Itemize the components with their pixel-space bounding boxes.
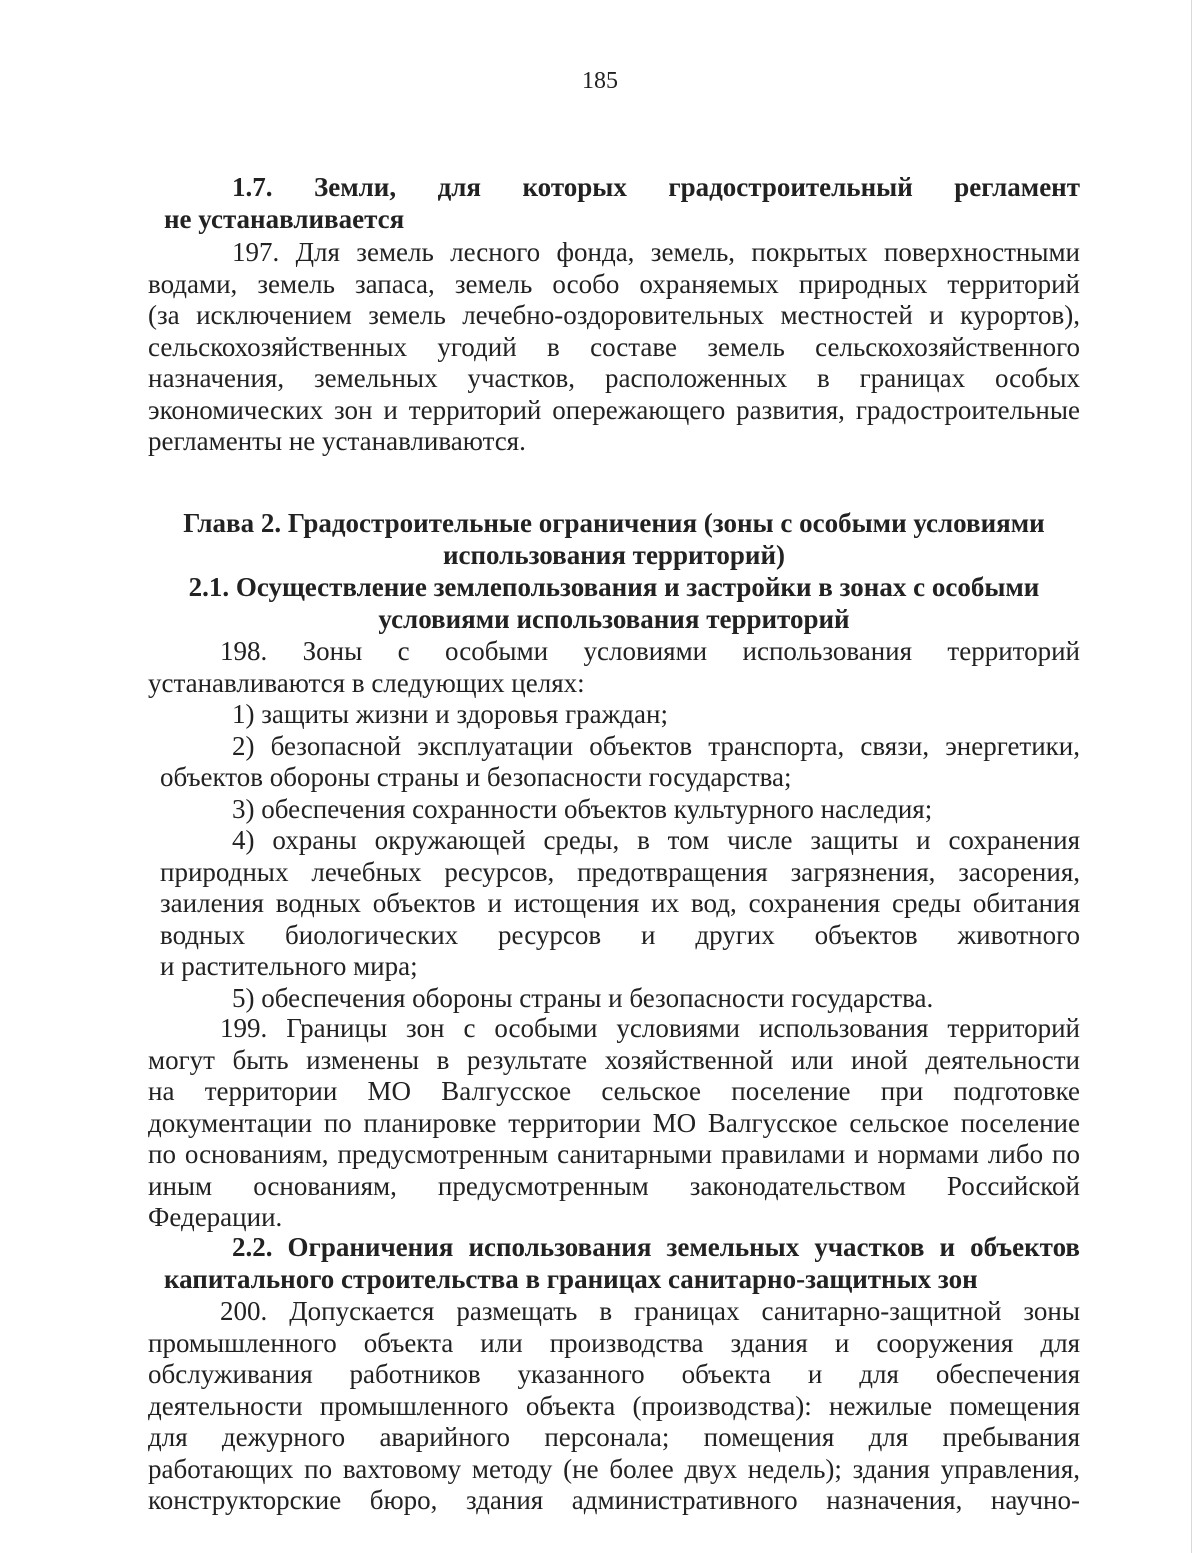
section-2-2-heading bbox=[148, 1232, 1080, 1295]
p199-line: по основаниям, предусмотренным санитарными правилами и нормами либо по bbox=[148, 1139, 1080, 1169]
p198-item-2-cont: объектов обороны страны и безопасности государства; bbox=[160, 762, 792, 792]
p198-line: 198. Зоны с особыми условиями использования территорий bbox=[220, 636, 1080, 666]
chapter-2-line1: Глава 2. Градостроительные ограничения (зоны с особыми условиями bbox=[183, 508, 1045, 538]
section-2-2-line1: 2.2. Ограничения использования земельных участков и объектов bbox=[232, 1232, 1080, 1262]
p200-line: обслуживания работников указанного объекта и для обеспечения bbox=[148, 1359, 1080, 1389]
p198-line: устанавливаются в следующих целях: bbox=[148, 667, 585, 698]
p199-line: могут быть изменены в результате хозяйственной или иной деятельности bbox=[148, 1044, 1080, 1075]
p198-item-4-cont: природных лечебных ресурсов, предотвращения загрязнения, засорения, bbox=[160, 856, 1080, 887]
p199-line: документации по планировке территории МО Валгусское сельское поселение bbox=[148, 1107, 1080, 1138]
p197-line: 197. Для земель лесного фонда, земель, покрытых поверхностными bbox=[232, 237, 1080, 267]
section-2-1-heading bbox=[148, 572, 1080, 635]
chapter-2-line2: использования территорий) bbox=[442, 539, 786, 570]
p197-line: сельскохозяйственных угодий в составе земель сельскохозяйственного bbox=[148, 331, 1080, 362]
p199-line: Федерации. bbox=[148, 1202, 283, 1232]
p198-item-1: 1) защиты жизни и здоровья граждан; bbox=[232, 699, 668, 729]
p197-line: назначения, земельных участков, расположенных в границах особых bbox=[148, 363, 1080, 393]
p198-item-4: 4) охраны окружающей среды, в том числе защиты и сохранения bbox=[232, 825, 1080, 855]
paragraph-200 bbox=[148, 1296, 1080, 1517]
p200-line: 200. Допускается размещать в границах санитарно-защитной зоны bbox=[220, 1296, 1080, 1326]
chapter-2-heading bbox=[148, 508, 1080, 571]
p199-line: иным основаниям, предусмотренным законодательством Российской bbox=[148, 1170, 1080, 1201]
p200-line: конструкторские бюро, здания административного назначения, научно- bbox=[148, 1485, 1080, 1515]
p198-item-4-cont: водных биологических ресурсов и других объектов животного bbox=[160, 919, 1080, 950]
p198-item-4-cont: и растительного мира; bbox=[160, 951, 418, 981]
paragraph-199 bbox=[148, 1013, 1080, 1234]
p198-item-2: 2) безопасной эксплуатации объектов транспорта, связи, энергетики, bbox=[232, 730, 1080, 761]
page-number: 185 bbox=[582, 68, 618, 94]
section-1-7-line1: 1.7. Земли, для которых градостроительный регламент bbox=[232, 172, 1080, 202]
section-2-2-line2: капитального строительства в границах санитарно-защитных зон bbox=[164, 1263, 978, 1294]
section-2-1-line2: условиями использования территорий bbox=[378, 603, 850, 634]
p197-line: экономических зон и территорий опережающего развития, градостроительные bbox=[148, 394, 1080, 425]
section-1-7-heading bbox=[148, 172, 1080, 235]
p198-item-4-cont: заиления водных объектов и истощения их вод, сохранения среды обитания bbox=[160, 888, 1080, 918]
section-1-7-line2: не устанавливается bbox=[164, 203, 405, 234]
p200-line: деятельности промышленного объекта (производства): нежилые помещения bbox=[148, 1390, 1080, 1421]
p199-line: на территории МО Валгусское сельское поселение при подготовке bbox=[148, 1076, 1080, 1106]
p200-line: промышленного объекта или производства здания и сооружения для bbox=[148, 1327, 1080, 1358]
p197-line: (за исключением земель лечебно-оздоровительных местностей и курортов), bbox=[148, 300, 1080, 330]
p200-line: для дежурного аварийного персонала; помещения для пребывания bbox=[148, 1422, 1080, 1452]
section-2-1-line1: 2.1. Осуществление землепользования и застройки в зонах с особыми bbox=[188, 572, 1040, 602]
paragraph-198 bbox=[148, 636, 1080, 1014]
p197-line: водами, земель запаса, земель особо охраняемых природных территорий bbox=[148, 268, 1080, 299]
scan-edge-line bbox=[1191, 0, 1192, 1553]
p198-item-5: 5) обеспечения обороны страны и безопасности государства. bbox=[232, 982, 934, 1013]
p199-line: 199. Границы зон с особыми условиями использования территорий bbox=[220, 1013, 1080, 1043]
p200-line: работающих по вахтовому методу (не более двух недель); здания управления, bbox=[148, 1453, 1080, 1484]
paragraph-197 bbox=[148, 237, 1080, 458]
p198-item-3: 3) обеспечения сохранности объектов культурного наследия; bbox=[232, 793, 933, 824]
p197-line: регламенты не устанавливаются. bbox=[148, 426, 526, 456]
